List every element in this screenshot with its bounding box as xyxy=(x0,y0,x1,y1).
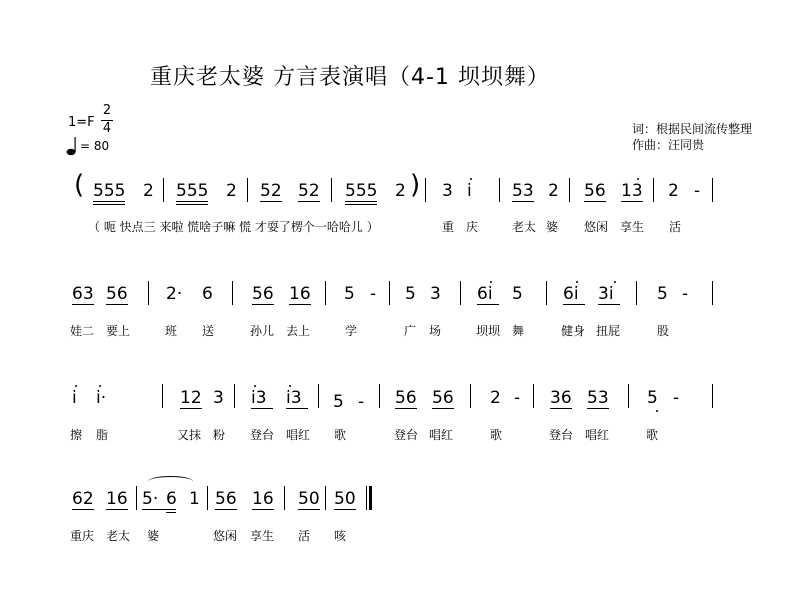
note: 56 xyxy=(252,284,274,304)
high-octave-dot xyxy=(576,281,578,283)
lyric: 活 xyxy=(298,529,311,543)
note: 56 xyxy=(432,388,454,408)
note: 56 xyxy=(215,489,237,509)
time-sig-top: 2 xyxy=(102,103,112,118)
eighth-underline xyxy=(395,408,417,409)
sixteenth-underline xyxy=(93,204,125,205)
lyric: 婆 xyxy=(546,220,559,234)
note: 2 xyxy=(490,388,501,408)
lyric: 悠闲 xyxy=(584,220,609,234)
bar-line xyxy=(379,384,380,408)
eighth-underline xyxy=(334,509,356,510)
lyric: 粉 xyxy=(213,428,226,442)
repeat-open-paren: ( xyxy=(74,170,85,200)
eighth-underline xyxy=(260,201,282,202)
eighth-underline xyxy=(584,201,606,202)
bar-line xyxy=(636,281,637,305)
lyricist-credit: 词：根据民间流传整理 xyxy=(632,122,753,136)
high-octave-dot xyxy=(75,385,77,387)
eighth-underline xyxy=(598,304,620,305)
note: - xyxy=(673,388,680,408)
lyric: 活 xyxy=(669,220,682,234)
note: 2 xyxy=(395,181,406,201)
sixteenth-underline xyxy=(176,204,208,205)
note: 3 xyxy=(430,284,441,304)
lyric: 去上 xyxy=(286,324,311,338)
lyric: 登台 xyxy=(394,428,419,442)
high-octave-dot xyxy=(99,385,101,387)
eighth-underline xyxy=(72,509,94,510)
eighth-underline xyxy=(477,304,499,305)
bar-line xyxy=(163,178,164,202)
eighth-underline xyxy=(180,408,202,409)
note: 16 xyxy=(106,489,128,509)
lyric: 咳 xyxy=(334,529,347,543)
note: 56 xyxy=(395,388,417,408)
note: 50 xyxy=(334,489,356,509)
composer-credit: 作曲：汪同贵 xyxy=(632,138,705,152)
note: 2 xyxy=(226,181,237,201)
lyric: 唱红 xyxy=(429,428,454,442)
lyric: 唱红 xyxy=(286,428,311,442)
note: 6 xyxy=(202,284,213,304)
key-signature: 1=F xyxy=(68,115,95,130)
eighth-underline xyxy=(550,408,572,409)
note: 53 xyxy=(512,181,534,201)
lyric: 坝坝 xyxy=(476,324,501,338)
lyric: 老太 xyxy=(512,220,537,234)
note: 6i xyxy=(563,284,579,304)
eighth-underline xyxy=(587,408,609,409)
slur xyxy=(148,476,193,487)
lyric: 场 xyxy=(429,324,442,338)
bar-line xyxy=(499,178,500,202)
note: 5 xyxy=(512,284,523,304)
note: i3 xyxy=(286,388,302,408)
note: 5 xyxy=(647,388,658,408)
lyric: 娃二 xyxy=(70,324,95,338)
eighth-underline xyxy=(298,509,320,510)
tempo-value: = 80 xyxy=(80,139,110,153)
lyric: 悠闲 xyxy=(213,529,238,543)
note: 52 xyxy=(298,181,320,201)
note: i xyxy=(467,181,472,201)
high-octave-dot xyxy=(614,281,616,283)
page-title: 重庆老太婆 方言表演唱（4-1 坝坝舞） xyxy=(150,65,550,90)
bar-line xyxy=(136,486,137,510)
lyric: 又抹 xyxy=(177,428,202,442)
eighth-underline xyxy=(252,304,274,305)
lyric: 老太 xyxy=(106,529,131,543)
lyric: 健身 xyxy=(561,324,586,338)
note: 6 xyxy=(166,489,177,509)
note: 3 xyxy=(442,181,453,201)
eighth-underline xyxy=(512,201,534,202)
high-octave-dot xyxy=(289,385,291,387)
bar-line xyxy=(325,281,326,305)
lyric: 歌 xyxy=(646,428,659,442)
note: 2 xyxy=(668,181,679,201)
eighth-underline xyxy=(106,509,128,510)
quarter-note-icon xyxy=(66,136,80,160)
bar-line xyxy=(325,486,326,510)
high-octave-dot xyxy=(490,281,492,283)
note: - xyxy=(370,284,377,304)
eighth-underline xyxy=(106,304,128,305)
note: 63 xyxy=(72,284,94,304)
lyric: 班 xyxy=(165,324,178,338)
lyric: 扭屁 xyxy=(596,324,621,338)
bar-line xyxy=(653,178,654,202)
bar-line xyxy=(712,178,713,202)
note: 12 xyxy=(180,388,202,408)
note: 36 xyxy=(550,388,572,408)
lyric: 重庆 xyxy=(70,529,95,543)
bar-line xyxy=(247,178,248,202)
note: 56 xyxy=(106,284,128,304)
bar-line xyxy=(148,281,149,305)
note: 5 xyxy=(344,284,355,304)
eighth-underline xyxy=(176,201,208,202)
note: 53 xyxy=(587,388,609,408)
lyric: 擦 xyxy=(70,428,83,442)
bar-line xyxy=(331,178,332,202)
bar-line xyxy=(712,384,713,408)
lyric: 学 xyxy=(345,324,358,338)
note: 52 xyxy=(260,181,282,201)
note: 5· xyxy=(142,489,159,509)
bar-line xyxy=(162,384,163,408)
lyric: 歌 xyxy=(334,428,347,442)
eighth-underline xyxy=(215,509,237,510)
lyric: 享生 xyxy=(620,220,645,234)
eighth-underline xyxy=(252,509,274,510)
final-bar-thick xyxy=(369,486,372,510)
note: 3i xyxy=(598,284,614,304)
lyric: 重 xyxy=(442,220,455,234)
note: i· xyxy=(96,388,107,408)
final-bar-thin xyxy=(366,486,367,510)
note: - xyxy=(694,181,701,201)
note: 3 xyxy=(213,388,224,408)
eighth-underline xyxy=(563,304,585,305)
eighth-underline xyxy=(72,304,94,305)
note: i xyxy=(72,388,77,408)
note: 2 xyxy=(548,181,559,201)
note: - xyxy=(514,388,521,408)
lyric: （ 呃 快点三 来啦 慌啥子嘛 慌 才耍了楞个一哈哈儿 ） xyxy=(88,220,379,234)
high-octave-dot xyxy=(637,178,639,180)
eighth-underline xyxy=(432,408,454,409)
note: 555 xyxy=(176,181,209,201)
bar-line xyxy=(712,281,713,305)
lyric: 送 xyxy=(202,324,215,338)
note: - xyxy=(682,284,689,304)
lyric: 舞 xyxy=(512,324,525,338)
eighth-underline xyxy=(621,201,643,202)
eighth-underline xyxy=(93,201,125,202)
note: 555 xyxy=(93,181,126,201)
note: 2· xyxy=(166,284,183,304)
eighth-underline xyxy=(142,509,176,510)
eighth-underline xyxy=(286,408,308,409)
eighth-underline xyxy=(251,408,273,409)
note: i3 xyxy=(251,388,267,408)
note: 16 xyxy=(252,489,274,509)
note: 6i xyxy=(477,284,493,304)
note: 1 xyxy=(189,489,200,509)
eighth-underline xyxy=(298,201,320,202)
low-octave-dot xyxy=(656,410,658,412)
note: 13 xyxy=(621,181,643,201)
bar-line xyxy=(628,384,629,408)
lyric: 登台 xyxy=(549,428,574,442)
bar-line xyxy=(284,486,285,510)
lyric: 享生 xyxy=(250,529,275,543)
note: 50 xyxy=(298,489,320,509)
lyric: 歌 xyxy=(490,428,503,442)
note: 5 xyxy=(657,284,668,304)
repeat-close-paren: ) xyxy=(410,170,421,200)
bar-line xyxy=(533,384,534,408)
lyric: 股 xyxy=(657,324,670,338)
bar-line xyxy=(234,384,235,408)
bar-line xyxy=(389,281,390,305)
lyric: 登台 xyxy=(250,428,275,442)
note: 16 xyxy=(289,284,311,304)
note: 56 xyxy=(584,181,606,201)
lyric: 庆 xyxy=(466,220,479,234)
bar-line xyxy=(546,281,547,305)
high-octave-dot xyxy=(470,178,472,180)
bar-line xyxy=(460,281,461,305)
time-sig-bottom: 4 xyxy=(102,121,112,136)
bar-line xyxy=(232,281,233,305)
lyric: 要上 xyxy=(106,324,131,338)
bar-line xyxy=(569,178,570,202)
lyric: 脂 xyxy=(96,428,109,442)
lyric: 婆 xyxy=(147,529,160,543)
lyric: 广 xyxy=(404,324,417,338)
note: 5 xyxy=(333,392,344,412)
eighth-underline xyxy=(345,201,377,202)
lyric: 唱红 xyxy=(585,428,610,442)
note: - xyxy=(358,392,365,412)
eighth-underline xyxy=(289,304,311,305)
bar-line xyxy=(318,384,319,408)
high-octave-dot xyxy=(254,385,256,387)
bar-line xyxy=(207,486,208,510)
note: 62 xyxy=(72,489,94,509)
note: 5 xyxy=(405,284,416,304)
note: 555 xyxy=(345,181,378,201)
note: 2 xyxy=(143,181,154,201)
sixteenth-underline xyxy=(166,512,176,513)
bar-line xyxy=(470,384,471,408)
lyric: 孙儿 xyxy=(250,324,275,338)
bar-line xyxy=(425,178,426,202)
sixteenth-underline xyxy=(345,204,377,205)
